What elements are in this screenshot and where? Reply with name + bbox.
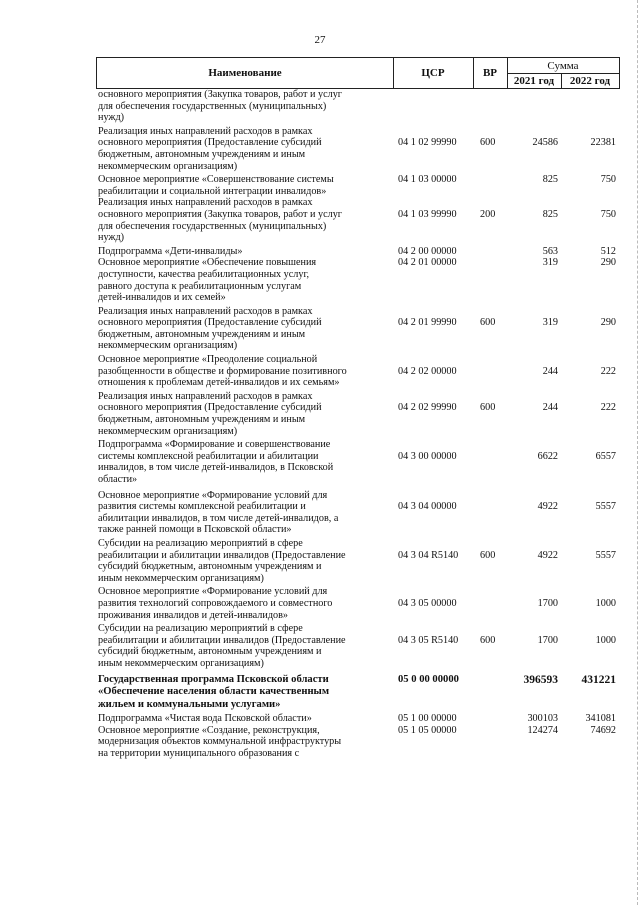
row-csr: 05 1 05 00000 [398,724,457,736]
row-name: Реализация иных направлений расходов в рамках основного мероприятия (Закупка товаров, работ и услуг для обеспечения государственных (муниципальных) нужд) [98,197,342,244]
row-name: Подпрограмма «Дети-инвалиды» [98,245,243,257]
row-name: Подпрограмма «Чистая вода Псковской области» [98,713,312,724]
row-sum-2022: 5557 [595,501,616,513]
row-csr: 04 1 03 00000 [398,174,457,186]
table-row [98,538,618,584]
table-row [98,586,618,621]
row-sum-2021: 300103 [527,713,558,724]
row-name: Основное мероприятие «Формирование условий для развития технологий сопровождаемого и совместного проживания инвалидов и детей-инвалидов» [98,586,333,621]
row-sum-2022: 222 [600,402,616,414]
row-name: основного мероприятия (Закупка товаров, работ и услуг для обеспечения государственных (муниципальных) нужд) [98,89,342,124]
table-row [98,725,618,760]
row-sum-2021: 563 [542,245,558,257]
table-body [98,89,618,759]
row-name: Реализация иных направлений расходов в рамках основного мероприятия (Предоставление субсидий бюджетным, автономным учреждениям и иным некоммерческим организациям) [98,390,322,437]
row-name: Субсидии на реализацию мероприятий в сфере реабилитации и абилитации инвалидов (Предоставление субсидий бюджетным, автономным учреждениям и иным некоммерческим организациям) [98,623,346,669]
row-sum-2021: 396593 [523,673,558,686]
row-vr: 600 [480,549,496,561]
page-number: 27 [314,34,326,46]
table-row [98,490,618,536]
row-csr: 04 2 02 99990 [398,402,457,414]
table-row [98,246,618,258]
row-name: Основное мероприятие «Создание, реконструкция, модернизация объектов коммунальной инфраструктуры на территории муниципального образования с [98,724,342,759]
table-row [98,174,618,197]
row-sum-2022: 341081 [585,713,616,724]
row-sum-2021: 825 [542,208,558,220]
header-sum: Сумма [507,58,619,74]
row-sum-2021: 124274 [527,724,558,736]
header-year-2021: 2021 год [507,73,562,88]
row-sum-2022: 1000 [595,634,616,646]
table-row [98,354,618,389]
row-sum-2021: 244 [542,365,558,377]
row-sum-2022: 222 [600,365,616,377]
table-row [98,439,618,485]
row-csr: 05 1 00 00000 [398,713,457,724]
row-sum-2022: 6557 [595,450,616,462]
row-sum-2022: 5557 [595,549,616,561]
row-sum-2021: 6622 [537,450,558,462]
row-name: Основное мероприятие «Обеспечение повышения доступности, качества реабилитационных услуг, равного доступа к реабилитационным услугам детей-инвалидов и их семей» [98,257,317,304]
row-sum-2022: 74692 [590,724,616,736]
row-name: Субсидии на реализацию мероприятий в сфере реабилитации и абилитации инвалидов (Предоставление субсидий бюджетным, автономным учреждениям и иным некоммерческим организациям) [98,537,346,584]
row-csr: 04 3 04 R5140 [398,549,459,561]
table-row [98,623,618,669]
header-name: Наименование [97,58,394,88]
row-sum-2021: 4922 [537,549,558,561]
row-sum-2021: 1700 [537,597,558,609]
table-row [98,257,618,303]
row-csr: 04 1 03 99990 [398,208,457,220]
row-name: Основное мероприятие «Совершенствование системы реабилитации и социальной интеграции инвалидов» [98,174,334,197]
row-csr: 04 2 01 99990 [398,317,457,329]
row-sum-2021: 244 [542,402,558,414]
row-name: Основное мероприятие «Формирование условий для развития системы комплексной реабилитации и абилитации инвалидов, в том числе детей-инвалидов, а также ранней помощи в Псковской области» [98,489,339,536]
row-csr: 05 0 00 00000 [398,673,459,685]
header-year-2022: 2022 год [569,74,611,87]
row-csr: 04 3 00 00000 [398,450,457,462]
row-name: Основное мероприятие «Преодоление социальной разобщенности в обществе и формирование позитивного отношения к проблемам детей-инвалидов и их семьям» [98,354,347,389]
table-row [98,674,618,712]
row-sum-2022: 750 [600,174,616,186]
table-row [98,306,618,352]
row-vr: 600 [480,634,496,646]
row-sum-2022: 431221 [581,673,616,686]
table-row [98,126,618,172]
header-csr: ЦСР [393,58,474,88]
row-vr: 600 [480,317,496,329]
row-name: Реализация иных направлений расходов в рамках основного мероприятия (Предоставление субсидий бюджетным, автономным учреждениям и иным некоммерческим организациям) [98,125,322,172]
row-sum-2021: 319 [542,317,558,329]
scan-edge [635,0,638,905]
row-name: Реализация иных направлений расходов в рамках основного мероприятия (Предоставление субсидий бюджетным, автономным учреждениям и иным некоммерческим организациям) [98,305,322,352]
table-row [98,391,618,437]
row-csr: 04 1 02 99990 [398,137,457,149]
row-csr: 04 3 04 00000 [398,501,457,513]
row-sum-2022: 512 [600,245,616,257]
row-sum-2021: 4922 [537,501,558,513]
row-sum-2022: 750 [600,208,616,220]
row-csr: 04 3 05 00000 [398,597,457,609]
row-csr: 04 2 01 00000 [398,257,457,269]
table-header [96,57,620,89]
row-name: Подпрограмма «Формирование и совершенствование системы комплексной реабилитации и абилитации инвалидов, в том числе детей-инвалидов, в Псковской области» [98,439,334,485]
row-csr: 04 2 02 00000 [398,365,457,377]
row-vr: 600 [480,402,496,414]
row-sum-2022: 1000 [595,597,616,609]
row-vr: 200 [480,208,496,220]
row-name: Государственная программа Псковской области «Обеспечение населения области качественным жильем и коммунальными услугами» [98,673,330,710]
table-row [98,89,618,124]
row-sum-2021: 1700 [537,634,558,646]
row-vr: 600 [480,137,496,149]
row-sum-2022: 290 [600,257,616,269]
table-row [98,197,618,243]
row-sum-2021: 319 [542,257,558,269]
row-csr: 04 3 05 R5140 [398,634,459,646]
row-sum-2022: 290 [600,317,616,329]
row-csr: 04 2 00 00000 [398,245,457,257]
table-row [98,713,618,725]
row-sum-2022: 22381 [590,137,616,149]
row-sum-2021: 24586 [532,137,558,149]
header-vr: ВР [473,58,508,88]
row-sum-2021: 825 [542,174,558,186]
